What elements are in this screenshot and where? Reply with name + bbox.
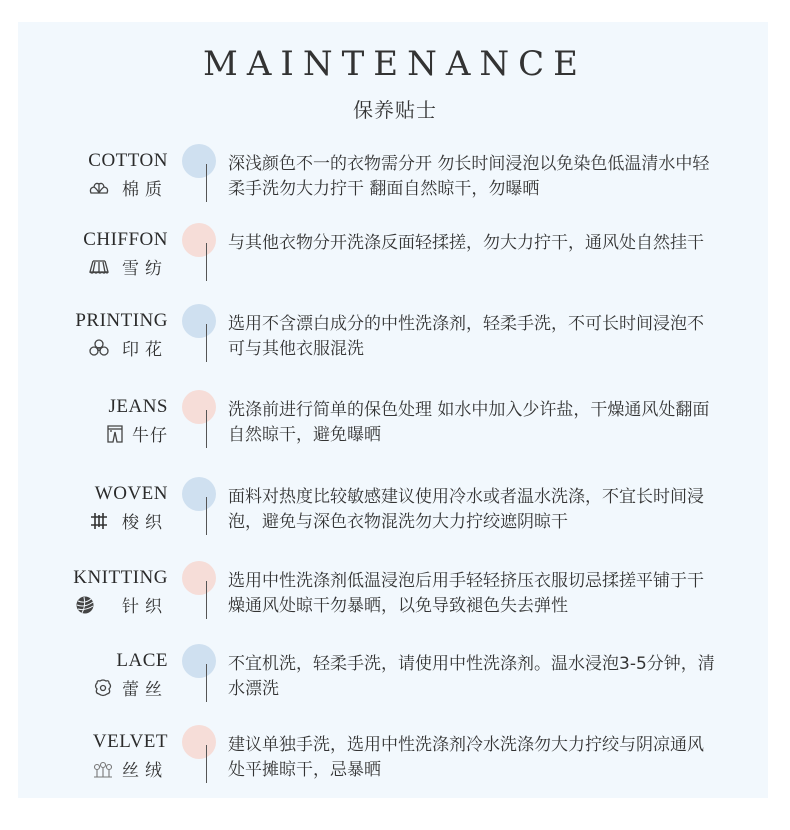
- care-description: 面料对热度比较敏感建议使用冷水或者温水洗涤，不宜长时间浸泡，避免与深色衣物混洗勿大力拧绞遮阴晾干: [228, 487, 704, 532]
- fabric-name-cn: 梭织: [122, 513, 168, 533]
- page-title: MAINTENANCE: [203, 44, 587, 84]
- woven-grid-icon: [88, 511, 110, 531]
- fabric-name-en: KNITTING: [73, 567, 168, 588]
- fabric-name-en: LACE: [116, 650, 168, 671]
- fabric-name-cn: 棉质: [122, 180, 168, 200]
- care-description: 不宜机洗，轻柔手洗，请使用中性洗涤剂。温水浸泡3-5分钟，清水漂洗: [228, 654, 715, 699]
- divider: [206, 497, 207, 535]
- divider: [206, 164, 207, 202]
- flower-print-icon: [88, 338, 110, 358]
- accent-dot: [182, 144, 216, 178]
- cotton-icon: [88, 178, 110, 198]
- care-description: 建议单独手洗，选用中性洗涤剂冷水洗涤勿大力拧绞与阴凉通风处平摊晾干，忌暴晒: [228, 735, 704, 780]
- fabric-name-en: CHIFFON: [83, 229, 168, 250]
- care-description: 选用中性洗涤剂低温浸泡后用手轻轻挤压衣服切忌揉搓平铺于干燥通风处晾干勿暴晒，以免导致褪色失去弹性: [228, 571, 704, 616]
- accent-dot: [182, 477, 216, 511]
- chiffon-skirt-icon: [88, 257, 110, 277]
- care-description: 与其他衣物分开洗涤反面轻揉搓，勿大力拧干，通风处自然挂干: [228, 233, 704, 253]
- care-description: 选用不含漂白成分的中性洗涤剂，轻柔手洗，不可长时间浸泡不可与其他衣服混洗: [228, 314, 704, 359]
- care-item-woven: [0, 483, 790, 553]
- divider: [206, 581, 207, 619]
- fabric-name-en: JEANS: [108, 396, 168, 417]
- care-description: 洗涤前进行简单的保色处理 如水中加入少许盐，干燥通风处翻面自然晾干，避免曝晒: [228, 400, 710, 445]
- fabric-name-cn: 蕾丝: [122, 680, 168, 700]
- accent-dot: [182, 644, 216, 678]
- care-item-cotton: [0, 150, 790, 220]
- fabric-name-en: PRINTING: [75, 310, 168, 331]
- care-item-printing: [0, 310, 790, 380]
- accent-dot: [182, 223, 216, 257]
- page-subtitle: 保养贴士: [353, 98, 437, 122]
- lace-icon: [92, 678, 114, 698]
- divider: [206, 664, 207, 702]
- divider: [206, 243, 207, 281]
- care-item-velvet: [0, 731, 790, 801]
- care-item-knitting: [0, 567, 790, 637]
- care-item-jeans: [0, 396, 790, 466]
- fabric-name-cn: 针织: [122, 597, 168, 617]
- accent-dot: [182, 725, 216, 759]
- fabric-name-en: WOVEN: [94, 483, 168, 504]
- accent-dot: [182, 561, 216, 595]
- fabric-name-cn: 丝绒: [122, 761, 168, 781]
- care-description: 深浅颜色不一的衣物需分开 勿长时间浸泡以免染色低温清水中轻柔手洗勿大力拧干 翻面自然晾干，勿曝晒: [228, 154, 710, 199]
- fabric-name-cn: 雪纺: [122, 259, 168, 279]
- velvet-icon: [92, 759, 114, 779]
- divider: [206, 745, 207, 783]
- accent-dot: [182, 390, 216, 424]
- divider: [206, 324, 207, 362]
- yarn-ball-icon: [74, 595, 96, 615]
- divider: [206, 410, 207, 448]
- jeans-icon: [104, 424, 126, 444]
- fabric-name-en: VELVET: [92, 731, 168, 752]
- accent-dot: [182, 304, 216, 338]
- fabric-name-en: COTTON: [88, 150, 168, 171]
- fabric-name-cn: 印花: [122, 340, 168, 360]
- care-item-chiffon: [0, 229, 790, 299]
- fabric-name-cn: 牛仔: [132, 426, 168, 446]
- care-item-lace: [0, 650, 790, 720]
